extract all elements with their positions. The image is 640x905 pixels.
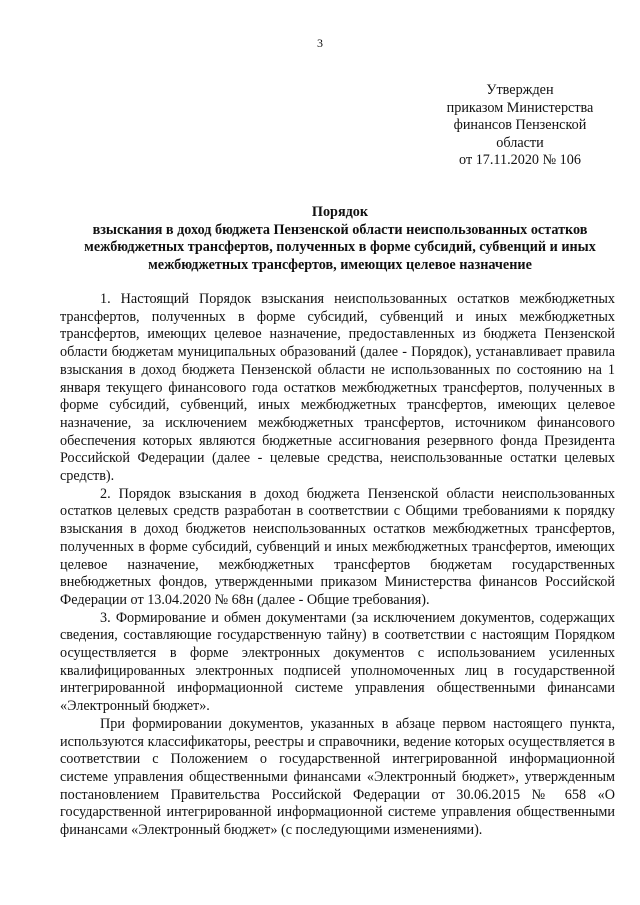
approval-stamp [420, 82, 620, 170]
document-body [60, 291, 615, 840]
approval-line: области [496, 134, 544, 151]
approval-line: финансов Пензенской [453, 117, 587, 134]
title-line: межбюджетных трансфертов, имеющих целевое назначение [148, 256, 532, 273]
document-title [60, 204, 620, 274]
paragraph-4: При формировании документов, указанных в абзаце первом настоящего пункта, используются классификаторы, реестры и справочники, ведение которых осуществляется в соответствии с Положением о государственной интегрированной информационной системе управления общественными финансами «Электронный бюджет», утвержденным постановлением Правительства Российской Федерации от 30.06.2015 № 658 «О государственной интегрированной информационной системе управления общественными финансами «Электронный бюджет» (с последующими изменениями). [60, 715, 615, 839]
title-line: межбюджетных трансфертов, полученных в форме субсидий, субвенций и иных [84, 239, 596, 256]
approval-date: от 17.11.2020 № 106 [459, 152, 581, 169]
paragraph-3: 3. Формирование и обмен документами (за исключением документов, содержащих сведения, составляющие государственную тайну) в соответствии с настоящим Порядком осуществляется в форме электронных документов с использованием усиленных квалифицированных электронных подписей уполномоченных лиц в государственной интегрированной информационной системе управления общественными финансами «Электронный бюджет». [60, 609, 615, 715]
title-heading: Порядок [311, 204, 369, 220]
paragraph-1: 1. Настоящий Порядок взыскания неиспользованных остатков межбюджетных трансфертов, полученных в форме субсидий, субвенций и иных межбюджетных трансфертов, имеющих целевое назначение, предоставленных из бюджета Пензенской области бюджетам муниципальных образований (далее - Порядок), устанавливает правила взыскания в доход бюджета Пензенской области не использованных по состоянию на 1 января текущего финансового года остатков межбюджетных трансфертов, полученных в форме субсидий, субвенций, иных межбюджетных трансфертов, имеющих целевое назначение, за исключением межбюджетных трансфертов, источником финансового обеспечения которых являются бюджетные ассигнования резервного фонда Президента Российской Федерации (далее - целевые средства, неиспользованные остатки целевых средств). [60, 291, 615, 485]
approval-line: Утвержден [486, 82, 554, 98]
page-number: 3 [317, 36, 323, 50]
approval-line: приказом Министерства [446, 99, 594, 116]
title-line: взыскания в доход бюджета Пензенской области неиспользованных остатков [92, 221, 588, 238]
paragraph-2: 2. Порядок взыскания в доход бюджета Пензенской области неиспользованных остатков целевых средств разработан в соответствии с Общими требованиями к порядку взыскания в доход бюджетов неиспользованных остатков межбюджетных трансфертов, полученных в форме субсидий, субвенций и иных межбюджетных трансфертов, имеющих целевое назначение, межбюджетных трансфертов бюджетам государственных внебюджетных фондов, утвержденными приказом Министерства финансов Российской Федерации от 13.04.2020 № 68н (далее - Общие требования). [60, 485, 615, 608]
